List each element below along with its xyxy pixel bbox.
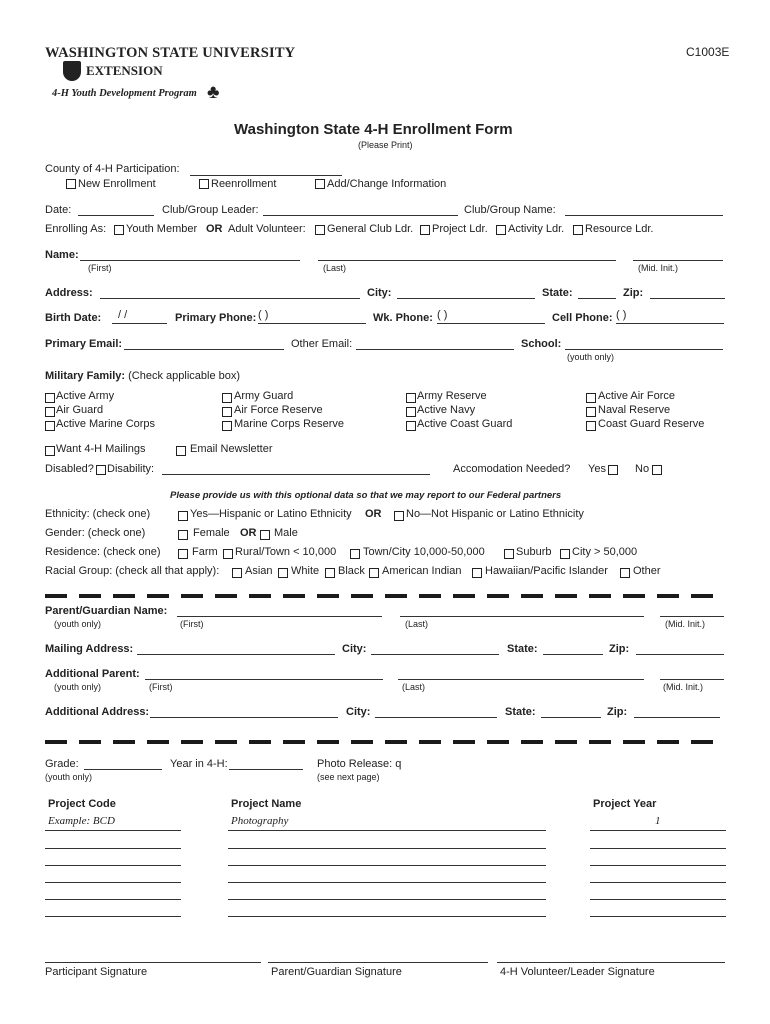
clover-icon: ♣	[207, 82, 220, 103]
parent-name-label: Parent/Guardian Name:	[45, 605, 168, 617]
military-option: Air Force Reserve	[234, 404, 323, 416]
accommodation-yes-checkbox[interactable]	[608, 465, 618, 475]
project-name-field[interactable]	[228, 882, 546, 883]
racial-checkbox[interactable]	[278, 568, 288, 578]
additional-state-field[interactable]	[541, 717, 601, 718]
military-family-label	[45, 370, 240, 382]
project-year-field[interactable]	[590, 882, 726, 883]
military-option: Army Guard	[234, 390, 294, 402]
logo-university-name: WASHINGTON STATE UNIVERSITY	[45, 45, 296, 61]
participant-signature-label: Participant Signature	[45, 966, 148, 978]
want-mailings-label: Want 4-H Mailings	[56, 443, 146, 455]
military-checkbox[interactable]	[406, 421, 416, 431]
racial-option: American Indian	[382, 565, 462, 577]
military-option: Naval Reserve	[598, 404, 671, 416]
email-newsletter-checkbox[interactable]	[176, 446, 186, 456]
ethnicity-label: Ethnicity: (check one)	[45, 508, 151, 520]
parent-signature-label: Parent/Guardian Signature	[271, 966, 402, 978]
ethnicity-yes-checkbox[interactable]	[178, 511, 188, 521]
ethnicity-or: OR	[365, 508, 382, 520]
additional-parent-label: Additional Parent:	[45, 668, 140, 680]
military-checkbox[interactable]	[406, 393, 416, 403]
additional-address-field[interactable]	[150, 717, 338, 718]
general-club-ldr-label: General Club Ldr.	[327, 223, 414, 235]
mailing-address-label: Mailing Address:	[45, 643, 134, 655]
club-leader-label: Club/Group Leader:	[162, 204, 259, 216]
racial-option: Black	[338, 565, 365, 577]
section-divider	[45, 740, 725, 744]
accommodation-label: Accomodation Needed?	[453, 463, 571, 475]
photo-release-note: (see next page)	[317, 772, 380, 782]
youth-member-checkbox[interactable]	[114, 225, 124, 235]
activity-ldr-checkbox[interactable]	[496, 225, 506, 235]
last-name-field[interactable]	[318, 260, 616, 261]
email-newsletter-label: Email Newsletter	[190, 443, 273, 455]
parent-last-caption: (Last)	[405, 619, 429, 629]
additional-mid-field[interactable]	[660, 679, 724, 680]
want-mailings-checkbox[interactable]	[45, 446, 55, 456]
additional-address-label: Additional Address:	[45, 706, 150, 718]
reenrollment-checkbox[interactable]	[199, 179, 209, 189]
project-year-field[interactable]	[590, 899, 726, 900]
military-option: Air Guard	[56, 404, 104, 416]
ethnicity-no-label: No—Not Hispanic or Latino Ethnicity	[406, 508, 584, 520]
primary-phone-label: Primary Phone:	[175, 312, 257, 324]
project-code-header: Project Code	[48, 798, 116, 810]
female-label: Female	[193, 527, 230, 539]
racial-label: Racial Group: (check all that apply):	[45, 565, 220, 577]
racial-checkbox[interactable]	[232, 568, 242, 578]
primary-email-label: Primary Email:	[45, 338, 123, 350]
enrolling-as-label: Enrolling As:	[45, 223, 107, 235]
ethnicity-no-checkbox[interactable]	[394, 511, 404, 521]
activity-ldr-label: Activity Ldr.	[508, 223, 565, 235]
logo-program: 4-H Youth Development Program	[52, 88, 197, 99]
racial-checkbox[interactable]	[620, 568, 630, 578]
mailing-zip-label: Zip:	[609, 643, 630, 655]
project-ldr-checkbox[interactable]	[420, 225, 430, 235]
parent-mid-field[interactable]	[660, 616, 724, 617]
project-year-header: Project Year	[593, 798, 657, 810]
project-name-field[interactable]	[228, 899, 546, 900]
mid-init-field[interactable]	[633, 260, 723, 261]
ethnicity-yes-label: Yes—Hispanic or Latino Ethnicity	[190, 508, 352, 520]
additional-state-label: State:	[505, 706, 536, 718]
project-code-field[interactable]	[45, 916, 181, 917]
club-name-label: Club/Group Name:	[464, 204, 556, 216]
parent-youth-only: (youth only)	[54, 619, 102, 629]
racial-option: Asian	[245, 565, 273, 577]
school-field[interactable]	[565, 349, 723, 350]
gender-label: Gender: (check one)	[45, 527, 146, 539]
adult-volunteer-label: Adult Volunteer:	[228, 223, 306, 235]
first-caption: (First)	[88, 263, 112, 273]
military-checkbox[interactable]	[45, 407, 55, 417]
name-label: Name:	[45, 249, 79, 261]
club-name-field[interactable]	[565, 215, 723, 216]
racial-checkbox[interactable]	[472, 568, 482, 578]
residence-option: Suburb	[516, 546, 552, 558]
additional-first-caption: (First)	[149, 682, 173, 692]
additional-city-label: City:	[346, 706, 371, 718]
gender-or: OR	[240, 527, 257, 539]
general-club-ldr-checkbox[interactable]	[315, 225, 325, 235]
project-name-header: Project Name	[231, 798, 302, 810]
project-year-field[interactable]	[590, 916, 726, 917]
project-year-field[interactable]	[590, 848, 726, 849]
residence-option: Rural/Town < 10,000	[235, 546, 337, 558]
project-code-line	[45, 830, 181, 831]
residence-checkbox[interactable]	[560, 549, 570, 559]
wk-phone-label: Wk. Phone:	[373, 312, 433, 324]
form-title: Washington State 4-H Enrollment Form	[234, 121, 513, 138]
additional-last-caption: (Last)	[402, 682, 426, 692]
primary-email-field[interactable]	[124, 349, 284, 350]
male-label: Male	[274, 527, 298, 539]
male-checkbox[interactable]	[260, 530, 270, 540]
reenrollment-label: Reenrollment	[211, 178, 277, 190]
parent-first-caption: (First)	[180, 619, 204, 629]
disabled-label: Disabled?	[45, 463, 94, 475]
section-divider	[45, 594, 725, 598]
wk-phone-field[interactable]	[437, 323, 545, 324]
accommodation-yes-label: Yes	[588, 463, 606, 475]
new-enrollment-checkbox[interactable]	[66, 179, 76, 189]
wk-phone-parens: ( )	[437, 309, 448, 321]
racial-option: Hawaiian/Pacific Islander	[485, 565, 608, 577]
primary-phone-field[interactable]	[258, 323, 366, 324]
project-code-field[interactable]	[45, 899, 181, 900]
additional-first-field[interactable]	[145, 679, 383, 680]
project-ldr-label: Project Ldr.	[432, 223, 488, 235]
first-name-field[interactable]	[80, 260, 300, 261]
racial-option: Other	[633, 565, 661, 577]
mailing-city-field[interactable]	[371, 654, 499, 655]
photo-release-label: Photo Release: q	[317, 758, 402, 770]
add-change-label: Add/Change Information	[327, 178, 447, 190]
military-option: Coast Guard Reserve	[598, 418, 705, 430]
parent-signature-field[interactable]	[268, 962, 488, 963]
demographics-note: Please provide us with this optional data so that we may report to our Federal partners	[170, 490, 562, 501]
disabled-checkbox[interactable]	[96, 465, 106, 475]
project-year-field[interactable]	[590, 865, 726, 866]
parent-mid-caption: (Mid. Init.)	[665, 619, 706, 629]
mailing-city-label: City:	[342, 643, 367, 655]
date-field[interactable]	[78, 215, 154, 216]
mailing-address-field[interactable]	[137, 654, 335, 655]
example-code: Example: BCD	[48, 815, 115, 827]
project-code-field[interactable]	[45, 848, 181, 849]
zip-label: Zip:	[623, 287, 644, 299]
birth-date-slashes: / /	[118, 309, 128, 321]
racial-checkbox[interactable]	[369, 568, 379, 578]
leader-signature-field[interactable]	[497, 962, 725, 963]
military-family-label-rest: (Check applicable box)	[128, 370, 241, 382]
example-year: 1	[655, 815, 661, 827]
logo-extension: EXTENSION	[86, 63, 163, 78]
military-checkbox[interactable]	[406, 407, 416, 417]
leader-signature-label: 4-H Volunteer/Leader Signature	[500, 966, 655, 978]
female-checkbox[interactable]	[178, 530, 188, 540]
additional-mid-caption: (Mid. Init.)	[663, 682, 704, 692]
county-label: County of 4-H Participation:	[45, 163, 180, 175]
county-field[interactable]	[190, 175, 342, 176]
project-name-field[interactable]	[228, 916, 546, 917]
mailing-state-field[interactable]	[543, 654, 603, 655]
participant-signature-field[interactable]	[45, 962, 261, 963]
residence-option: Farm	[192, 546, 218, 558]
state-label: State:	[542, 287, 573, 299]
disability-field[interactable]	[162, 474, 430, 475]
military-option: Active Air Force	[598, 390, 676, 402]
city-field[interactable]	[397, 298, 535, 299]
additional-zip-label: Zip:	[607, 706, 628, 718]
new-enrollment-label: New Enrollment	[78, 178, 156, 190]
military-option: Active Navy	[417, 404, 476, 416]
military-checkbox[interactable]	[586, 421, 596, 431]
zip-field[interactable]	[650, 298, 725, 299]
military-checkbox[interactable]	[45, 393, 55, 403]
state-field[interactable]	[578, 298, 616, 299]
grade-label: Grade:	[45, 758, 79, 770]
date-label: Date:	[45, 204, 72, 216]
additional-zip-field[interactable]	[634, 717, 720, 718]
racial-checkbox[interactable]	[325, 568, 335, 578]
residence-option: City > 50,000	[572, 546, 638, 558]
resource-ldr-checkbox[interactable]	[573, 225, 583, 235]
add-change-checkbox[interactable]	[315, 179, 325, 189]
school-note: (youth only)	[567, 352, 615, 362]
mailing-zip-field[interactable]	[636, 654, 724, 655]
primary-phone-parens: ( )	[258, 309, 269, 321]
birth-date-label: Birth Date:	[45, 312, 102, 324]
military-family-label-bold: Military Family:	[45, 370, 126, 382]
military-option: Marine Corps Reserve	[234, 418, 345, 430]
cougar-logo-icon	[63, 61, 81, 81]
military-option: Active Marine Corps	[56, 418, 156, 430]
military-option: Active Army	[56, 390, 115, 402]
city-label: City:	[367, 287, 392, 299]
accommodation-no-label: No	[635, 463, 650, 475]
mid-init-caption: (Mid. Init.)	[638, 263, 679, 273]
military-option: Army Reserve	[417, 390, 487, 402]
grade-youth-only: (youth only)	[45, 772, 93, 782]
cell-phone-parens: ( )	[616, 309, 627, 321]
other-email-field[interactable]	[356, 349, 514, 350]
military-checkbox[interactable]	[586, 393, 596, 403]
address-label: Address:	[45, 287, 93, 299]
residence-checkbox[interactable]	[350, 549, 360, 559]
accommodation-no-checkbox[interactable]	[652, 465, 662, 475]
military-checkbox[interactable]	[222, 421, 232, 431]
racial-option: White	[291, 565, 320, 577]
residence-checkbox[interactable]	[178, 549, 188, 559]
military-checkbox[interactable]	[586, 407, 596, 417]
club-leader-field[interactable]	[263, 215, 458, 216]
other-email-label: Other Email:	[291, 338, 353, 350]
birth-date-field[interactable]	[112, 323, 167, 324]
military-checkbox[interactable]	[45, 421, 55, 431]
project-name-field[interactable]	[228, 848, 546, 849]
mailing-state-label: State:	[507, 643, 538, 655]
year-in-4h-field[interactable]	[229, 769, 303, 770]
additional-last-field[interactable]	[398, 679, 644, 680]
disability-label: Disability:	[107, 463, 155, 475]
youth-member-label: Youth Member	[126, 223, 198, 235]
project-name-field[interactable]	[228, 865, 546, 866]
additional-youth-only: (youth only)	[54, 682, 102, 692]
project-name-line	[228, 830, 546, 831]
example-name: Photography	[231, 815, 289, 827]
residence-label: Residence: (check one)	[45, 546, 161, 558]
project-code-field[interactable]	[45, 882, 181, 883]
residence-checkbox[interactable]	[223, 549, 233, 559]
project-year-line	[590, 830, 726, 831]
address-field[interactable]	[100, 298, 360, 299]
resource-ldr-label: Resource Ldr.	[585, 223, 654, 235]
residence-option: Town/City 10,000-50,000	[363, 546, 485, 558]
year-in-4h-label: Year in 4-H:	[170, 758, 228, 770]
military-option: Active Coast Guard	[417, 418, 513, 430]
residence-checkbox[interactable]	[504, 549, 514, 559]
parent-first-field[interactable]	[177, 616, 382, 617]
grade-field[interactable]	[84, 769, 162, 770]
additional-city-field[interactable]	[375, 717, 497, 718]
military-checkbox[interactable]	[222, 407, 232, 417]
enrolling-or: OR	[206, 223, 223, 235]
form-code: C1003E	[686, 45, 730, 59]
cell-phone-field[interactable]	[616, 323, 724, 324]
school-label: School:	[521, 338, 562, 350]
parent-last-field[interactable]	[400, 616, 644, 617]
last-caption: (Last)	[323, 263, 347, 273]
form-subtitle: (Please Print)	[358, 140, 413, 150]
military-checkbox[interactable]	[222, 393, 232, 403]
cell-phone-label: Cell Phone:	[552, 312, 613, 324]
project-code-field[interactable]	[45, 865, 181, 866]
